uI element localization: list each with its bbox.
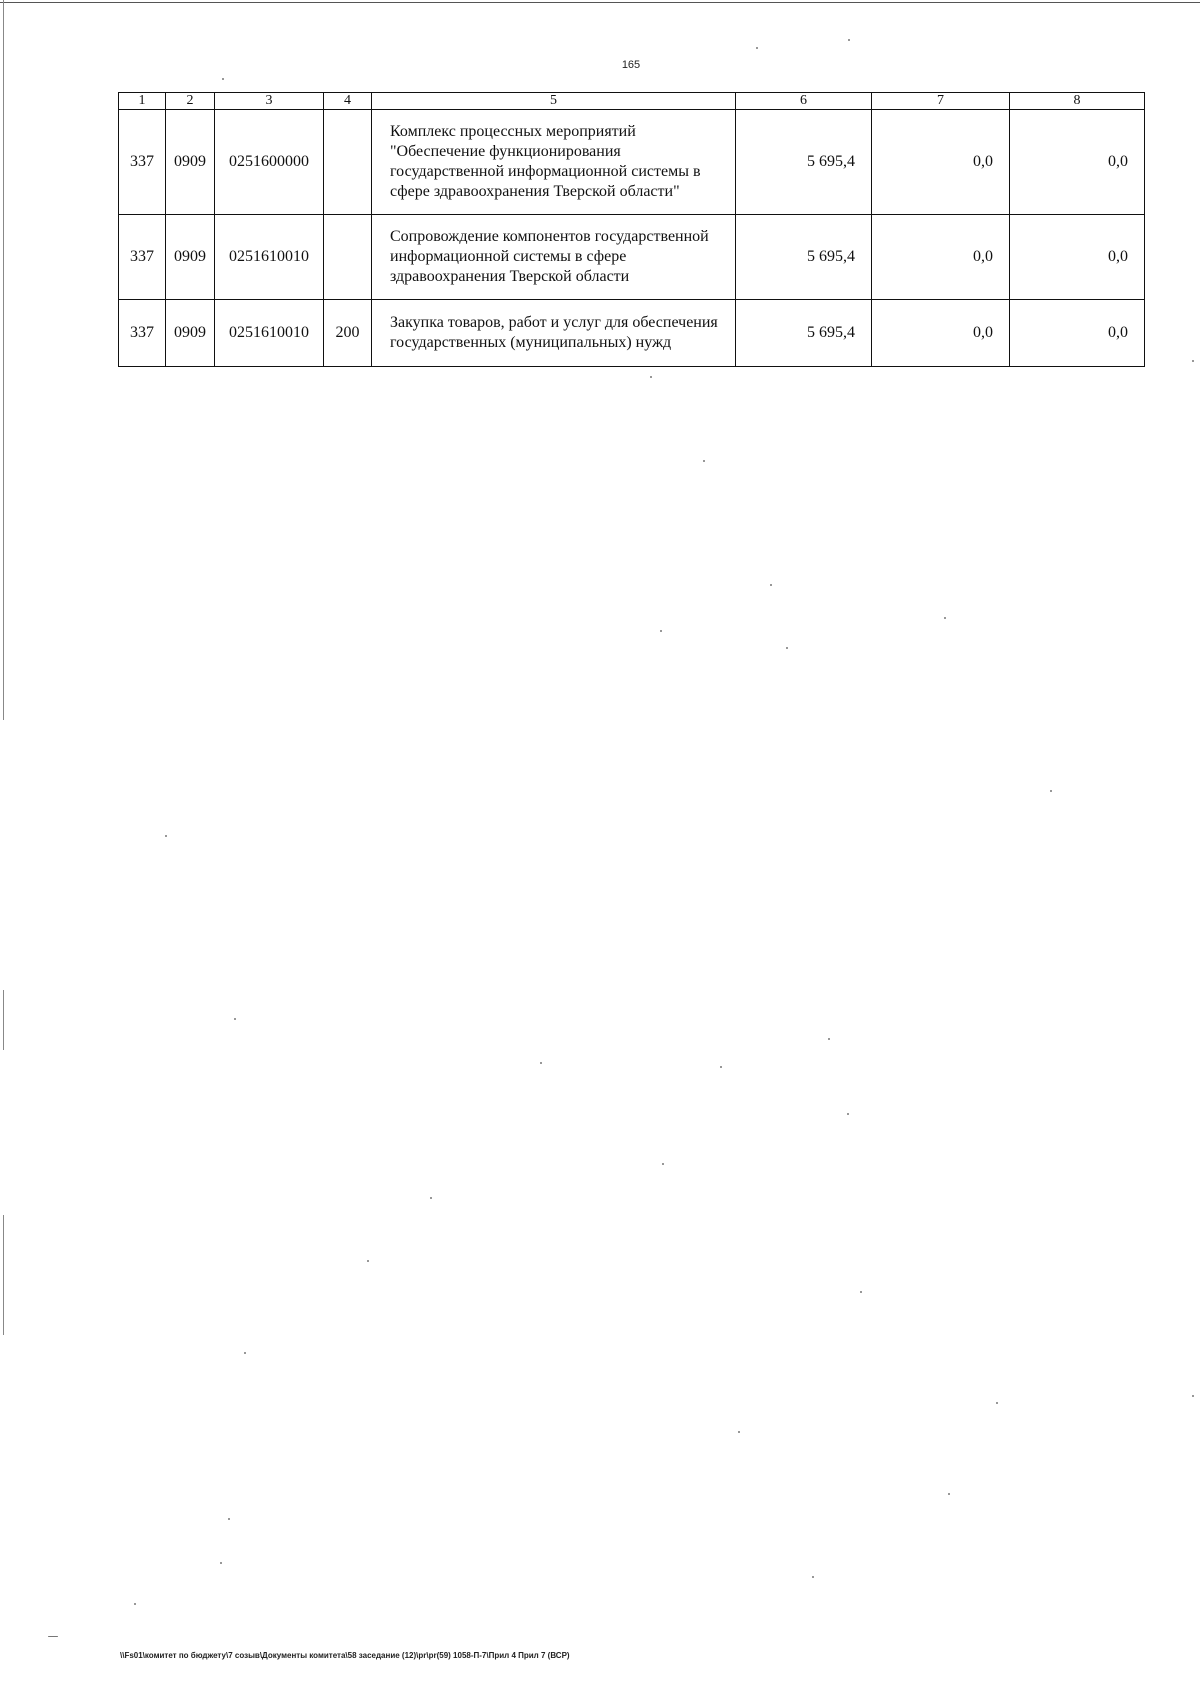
amount-cell-col6: 5 695,4 [736,215,872,300]
column-header: 1 [119,93,166,110]
description-cell: Закупка товаров, работ и услуг для обеспечения государственных (муниципальных) нужд [372,300,736,367]
scan-speck [770,584,772,586]
amount-cell-col8: 0,0 [1010,110,1145,215]
amount-cell-col8: 0,0 [1010,215,1145,300]
column-header: 2 [166,93,215,110]
table-row [119,215,1145,300]
target-article-cell: 0251600000 [215,110,324,215]
scan-left-edge [3,0,4,720]
scan-speck [134,1603,136,1605]
scan-speck [860,1291,862,1293]
amount-cell-col6: 5 695,4 [736,110,872,215]
scan-speck [703,460,705,462]
scan-speck [234,1018,236,1020]
description-cell: Комплекс процессных мероприятий "Обеспечение функционирования государственной информационной системы в сфере здравоохранения Тверской области" [372,110,736,215]
expense-type-cell [324,110,372,215]
column-header: 3 [215,93,324,110]
scan-speck [756,47,758,49]
scan-speck [1050,790,1052,792]
scan-speck [948,1493,950,1495]
scan-speck [430,1197,432,1199]
description-cell: Сопровождение компонентов государственной информационной системы в сфере здравоохранения Тверской области [372,215,736,300]
column-header: 8 [1010,93,1145,110]
scan-speck [165,835,167,837]
budget-table [118,92,1145,367]
section-code-cell: 0909 [166,110,215,215]
scan-speck [944,617,946,619]
scan-speck [738,1431,740,1433]
table-row [119,300,1145,367]
amount-cell-col7: 0,0 [872,110,1010,215]
column-header: 6 [736,93,872,110]
scan-speck [828,1038,830,1040]
scan-speck [847,1113,849,1115]
scan-speck [244,1352,246,1354]
scan-speck [996,1402,998,1404]
amount-cell-col8: 0,0 [1010,300,1145,367]
expense-type-cell [324,215,372,300]
section-code-cell: 0909 [166,300,215,367]
scan-speck [220,1562,222,1564]
scan-speck [812,1576,814,1578]
ministry-code-cell: 337 [119,215,166,300]
column-header: 5 [372,93,736,110]
scan-left-edge-fragment [3,1215,4,1335]
scan-speck [228,1518,230,1520]
table-row [119,110,1145,215]
scan-speck [222,78,224,80]
amount-cell-col7: 0,0 [872,215,1010,300]
ministry-code-cell: 337 [119,110,166,215]
page-number: 165 [621,59,641,71]
scan-speck [48,1636,58,1637]
target-article-cell: 0251610010 [215,215,324,300]
column-header: 7 [872,93,1010,110]
column-header: 4 [324,93,372,110]
scan-speck [1192,1395,1194,1397]
scan-speck [650,376,652,378]
scan-speck [1192,360,1194,362]
scan-speck [720,1066,722,1068]
scan-top-edge [0,2,1200,3]
target-article-cell: 0251610010 [215,300,324,367]
scan-speck [662,1163,664,1165]
section-code-cell: 0909 [166,215,215,300]
ministry-code-cell: 337 [119,300,166,367]
scan-speck [540,1062,542,1064]
scan-speck [660,630,662,632]
amount-cell-col7: 0,0 [872,300,1010,367]
scan-left-edge-fragment [3,990,4,1050]
scan-speck [786,647,788,649]
expense-type-cell: 200 [324,300,372,367]
amount-cell-col6: 5 695,4 [736,300,872,367]
scan-speck [848,39,850,41]
scan-speck [367,1260,369,1262]
footer-file-path: \\Fs01\комитет по бюджету\7 созыв\Документы комитета\58 заседание (12)\pr\pr(59) 1058-П-7\Прил 4 Прил 7 (ВСР) [120,1651,570,1660]
table-header-row [119,93,1145,110]
